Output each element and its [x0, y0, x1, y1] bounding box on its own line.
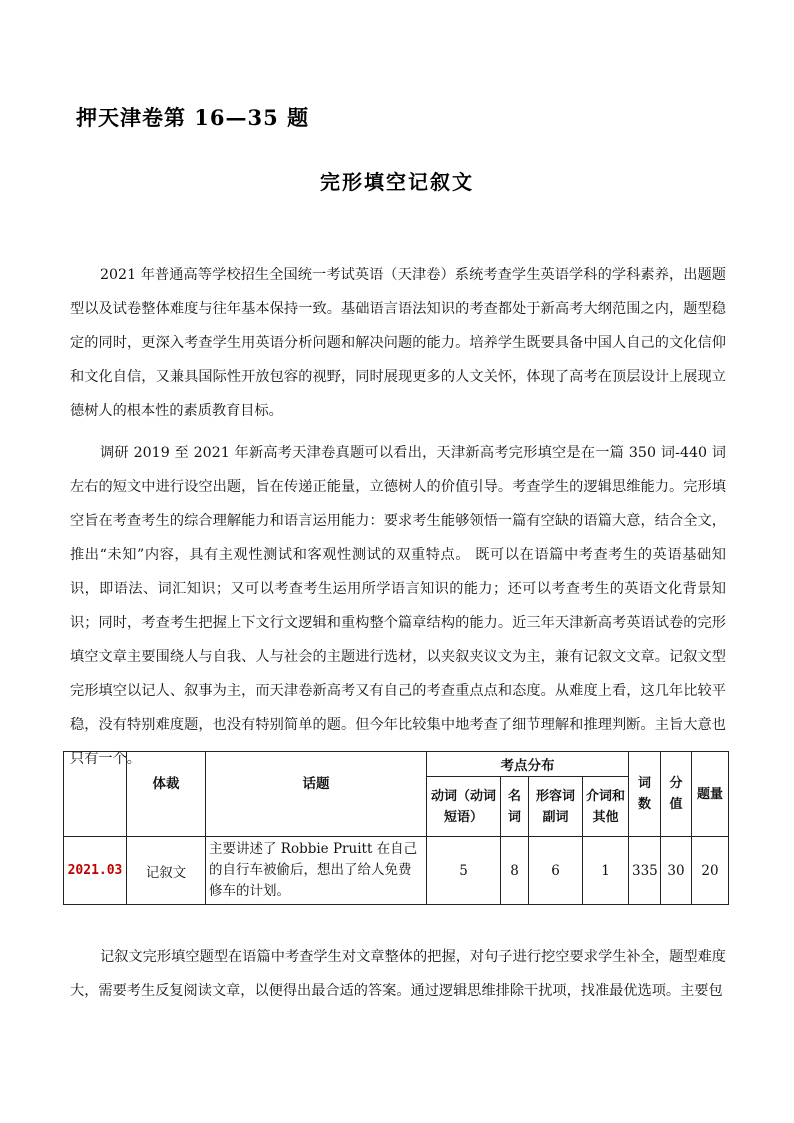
cell-adj-adv: 6 — [529, 837, 583, 905]
section-title: 完形填空记叙文 — [320, 170, 474, 194]
header-noun: 名词 — [501, 777, 529, 837]
header-verb: 动词（动词短语） — [427, 777, 501, 837]
cell-question-count: 20 — [692, 837, 729, 905]
table-row — [64, 837, 729, 905]
intro-paragraph: 2021 年普通高等学校招生全国统一考试英语（天津卷）系统考查学生英语学科的学科素养，出题题型以及试卷整体难度与往年基本保持一致。基础语言语法知识的考查都处于新高考大纲范围之内，题型稳定的同时，更深入考查学生用英语分析问题和解决问题的能力。培养学生既要具备中国人自己的文化信仰和文化自信，又兼具国际性开放包容的视野，同时展现更多的人文关怀，体现了高考在顶层设计上展现立德树人的根本性的素质教育目标。 — [70, 267, 726, 419]
header-prep-other: 介词和其他 — [583, 777, 629, 837]
page-heading: 押天津卷第 16—35 题 — [76, 105, 310, 130]
cell-genre: 记叙文 — [127, 837, 206, 905]
header-question-count: 题量 — [692, 752, 729, 837]
header-empty-cell — [64, 752, 127, 837]
cell-topic: 主要讲述了 Robbie Pruitt 在自己的自行车被偷后，想出了给人免费修车的计划。 — [206, 837, 427, 905]
header-adj-adv: 形容词副词 — [529, 777, 583, 837]
exam-summary-table — [63, 751, 729, 905]
cell-verb: 5 — [427, 837, 501, 905]
cell-score: 30 — [661, 837, 692, 905]
cell-prep-other: 1 — [583, 837, 629, 905]
cell-noun: 8 — [501, 837, 529, 905]
cell-word-count: 335 — [629, 837, 661, 905]
header-topic: 话题 — [206, 752, 427, 837]
header-distribution: 考点分布 — [427, 752, 629, 777]
header-genre: 体裁 — [127, 752, 206, 837]
table-header-row — [64, 752, 729, 777]
header-word-count: 词数 — [629, 752, 661, 837]
analysis-paragraph: 调研 2019 至 2021 年新高考天津卷真题可以看出，天津新高考完形填空是在一篇 350 词-440 词左右的短文中进行设空出题，旨在传递正能量，立德树人的价值引导。考查学生的逻辑思维能力。完形填空旨在考查考生的综合理解能力和语言运用能力：要求考生能够领悟一篇有空缺的语篇大意，结合全文，推出“未知”内容，具有主观性测试和客观性测试的双重特点。 既可以在语篇中考查考生的英语基础知识，即语法、词汇知识；又可以考查考生运用所学语言知识的能力；还可以考查考生的英语文化背景知识；同时，考查考生把握上下文行文逻辑和重构整个篇章结构的能力。近三年天津新高考英语试卷的完形填空文章主要围绕人与自我、人与社会的主题进行选材，以夹叙夹议文为主，兼有记叙文文章。记叙文型完形填空以记人、叙事为主，而天津卷新高考又有自己的考查重点点和态度。从难度上看，这几年比较平稳，没有特别难度题，也没有特别简单的题。但今年比较集中地考查了细节理解和推理判断。主旨大意也只有一个。 — [70, 445, 726, 767]
conclusion-paragraph: 记叙文完形填空题型在语篇中考查学生对文章整体的把握，对句子进行挖空要求学生补全，题型难度大，需要考生反复阅读文章，以便得出最合适的答案。通过逻辑思维排除干扰项，找准最优选项。主要包 — [70, 949, 726, 999]
cell-year: 2021.03 — [64, 837, 127, 905]
header-score: 分值 — [661, 752, 692, 837]
